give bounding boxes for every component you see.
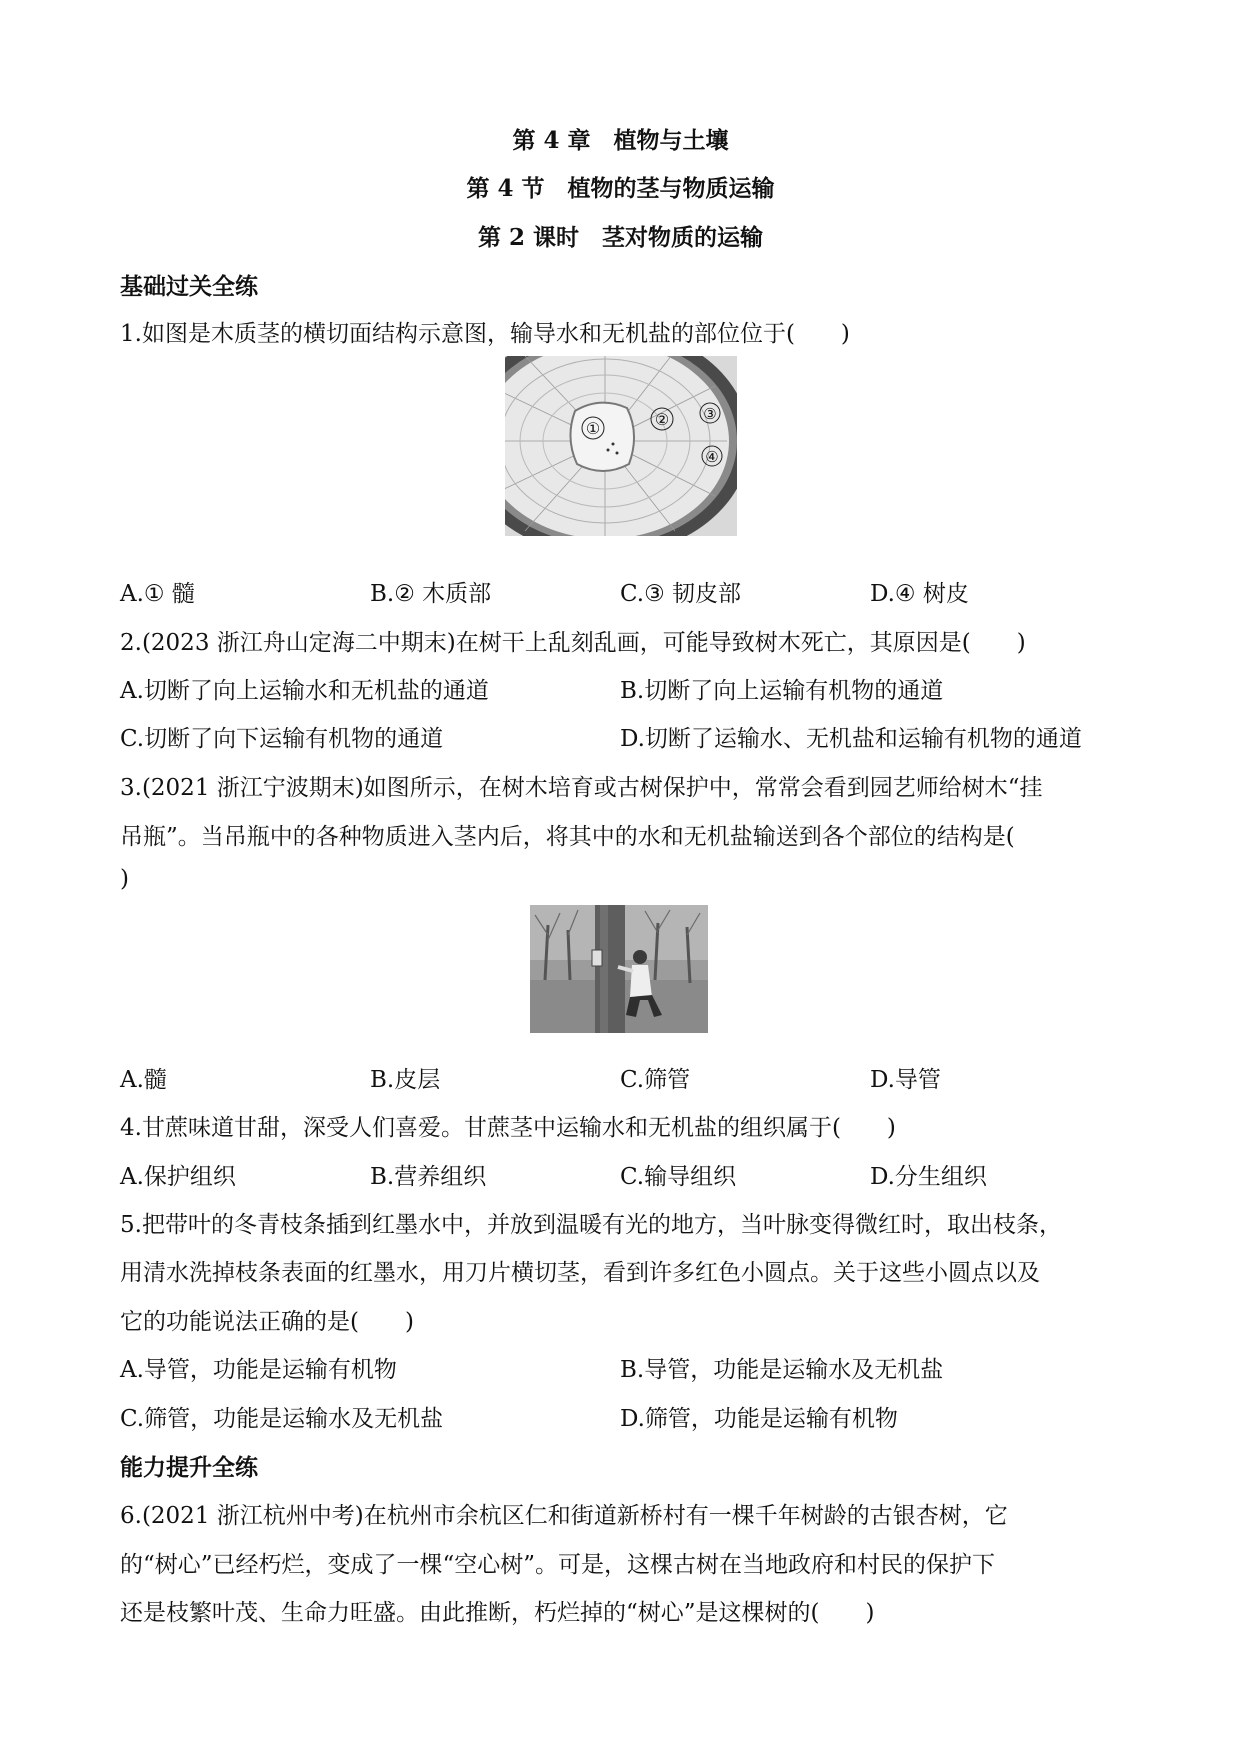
q3-option-c: C.筛管 xyxy=(620,1067,691,1093)
chapter-title: 第 4 章 植物与土壤 xyxy=(512,127,729,154)
q4-option-a: A.保护组织 xyxy=(120,1164,236,1190)
q1-option-b: B.② 木质部 xyxy=(370,581,492,607)
section-heading-advanced: 能力提升全练 xyxy=(120,1454,258,1481)
section-heading-basic: 基础过关全练 xyxy=(120,273,258,300)
tree-drip-bottle-photo xyxy=(530,905,708,1033)
question-3-text-line1: 3.(2021 浙江宁波期末)如图所示，在树木培育或古树保护中，常常会看到园艺师给树木“挂 xyxy=(120,775,1043,801)
label-3: ③ xyxy=(703,405,717,423)
section-title: 第 4 节 植物的茎与物质运输 xyxy=(466,175,775,202)
q2-option-a: A.切断了向上运输水和无机盐的通道 xyxy=(120,678,489,704)
question-6-text-line1: 6.(2021 浙江杭州中考)在杭州市余杭区仁和街道新桥村有一棵千年树龄的古银杏树，它 xyxy=(120,1503,1008,1529)
q4-option-d: D.分生组织 xyxy=(870,1164,987,1190)
question-4-text: 4.甘蔗味道甘甜，深受人们喜爱。甘蔗茎中运输水和无机盐的组织属于( ) xyxy=(120,1115,896,1141)
q1-option-c: C.③ 韧皮部 xyxy=(620,581,742,607)
q5-option-b: B.导管，功能是运输水及无机盐 xyxy=(620,1357,944,1383)
q4-option-c: C.输导组织 xyxy=(620,1164,737,1190)
q2-option-c: C.切断了向下运输有机物的通道 xyxy=(120,726,444,752)
q3-option-b: B.皮层 xyxy=(370,1067,441,1093)
q2-option-d: D.切断了运输水、无机盐和运输有机物的通道 xyxy=(620,726,1082,752)
label-4: ④ xyxy=(705,448,719,466)
label-1: ① xyxy=(585,419,601,438)
question-6-text-line2: 的“树心”已经朽烂，变成了一棵“空心树”。可是，这棵古树在当地政府和村民的保护下 xyxy=(120,1552,996,1578)
question-6-text-line3: 还是枝繁叶茂、生命力旺盛。由此推断，朽烂掉的“树心”是这棵树的( ) xyxy=(120,1600,875,1626)
q1-option-a: A.① 髓 xyxy=(120,581,195,607)
q4-option-b: B.营养组织 xyxy=(370,1164,487,1190)
lesson-title: 第 2 课时 茎对物质的运输 xyxy=(477,224,764,251)
question-3-text-line2: 吊瓶”。当吊瓶中的各种物质进入茎内后，将其中的水和无机盐输送到各个部位的结构是( xyxy=(120,824,1015,850)
q5-option-d: D.筛管，功能是运输有机物 xyxy=(620,1406,898,1432)
question-5-text-line2: 用清水洗掉枝条表面的红墨水，用刀片横切茎，看到许多红色小圆点。关于这些小圆点以及 xyxy=(120,1260,1040,1286)
question-5-text-line3: 它的功能说法正确的是( ) xyxy=(120,1309,414,1335)
q5-option-c: C.筛管，功能是运输水及无机盐 xyxy=(120,1406,444,1432)
label-2: ② xyxy=(654,410,670,429)
q3-option-d: D.导管 xyxy=(870,1067,941,1093)
question-2-text: 2.(2023 浙江舟山定海二中期末)在树干上乱刻乱画，可能导致树木死亡，其原因是( ) xyxy=(120,630,1026,656)
q1-option-d: D.④ 树皮 xyxy=(870,581,969,607)
question-5-text-line1: 5.把带叶的冬青枝条插到红墨水中，并放到温暖有光的地方，当叶脉变得微红时，取出枝条， xyxy=(120,1212,1062,1238)
question-1-text: 1.如图是木质茎的横切面结构示意图，输导水和无机盐的部位位于( ) xyxy=(120,321,850,347)
q2-option-b: B.切断了向上运输有机物的通道 xyxy=(620,678,944,704)
question-3-text-line3: ) xyxy=(120,866,129,892)
q5-option-a: A.导管，功能是运输有机物 xyxy=(120,1357,397,1383)
q3-option-a: A.髓 xyxy=(120,1067,167,1093)
stem-cross-section-figure xyxy=(505,356,737,536)
